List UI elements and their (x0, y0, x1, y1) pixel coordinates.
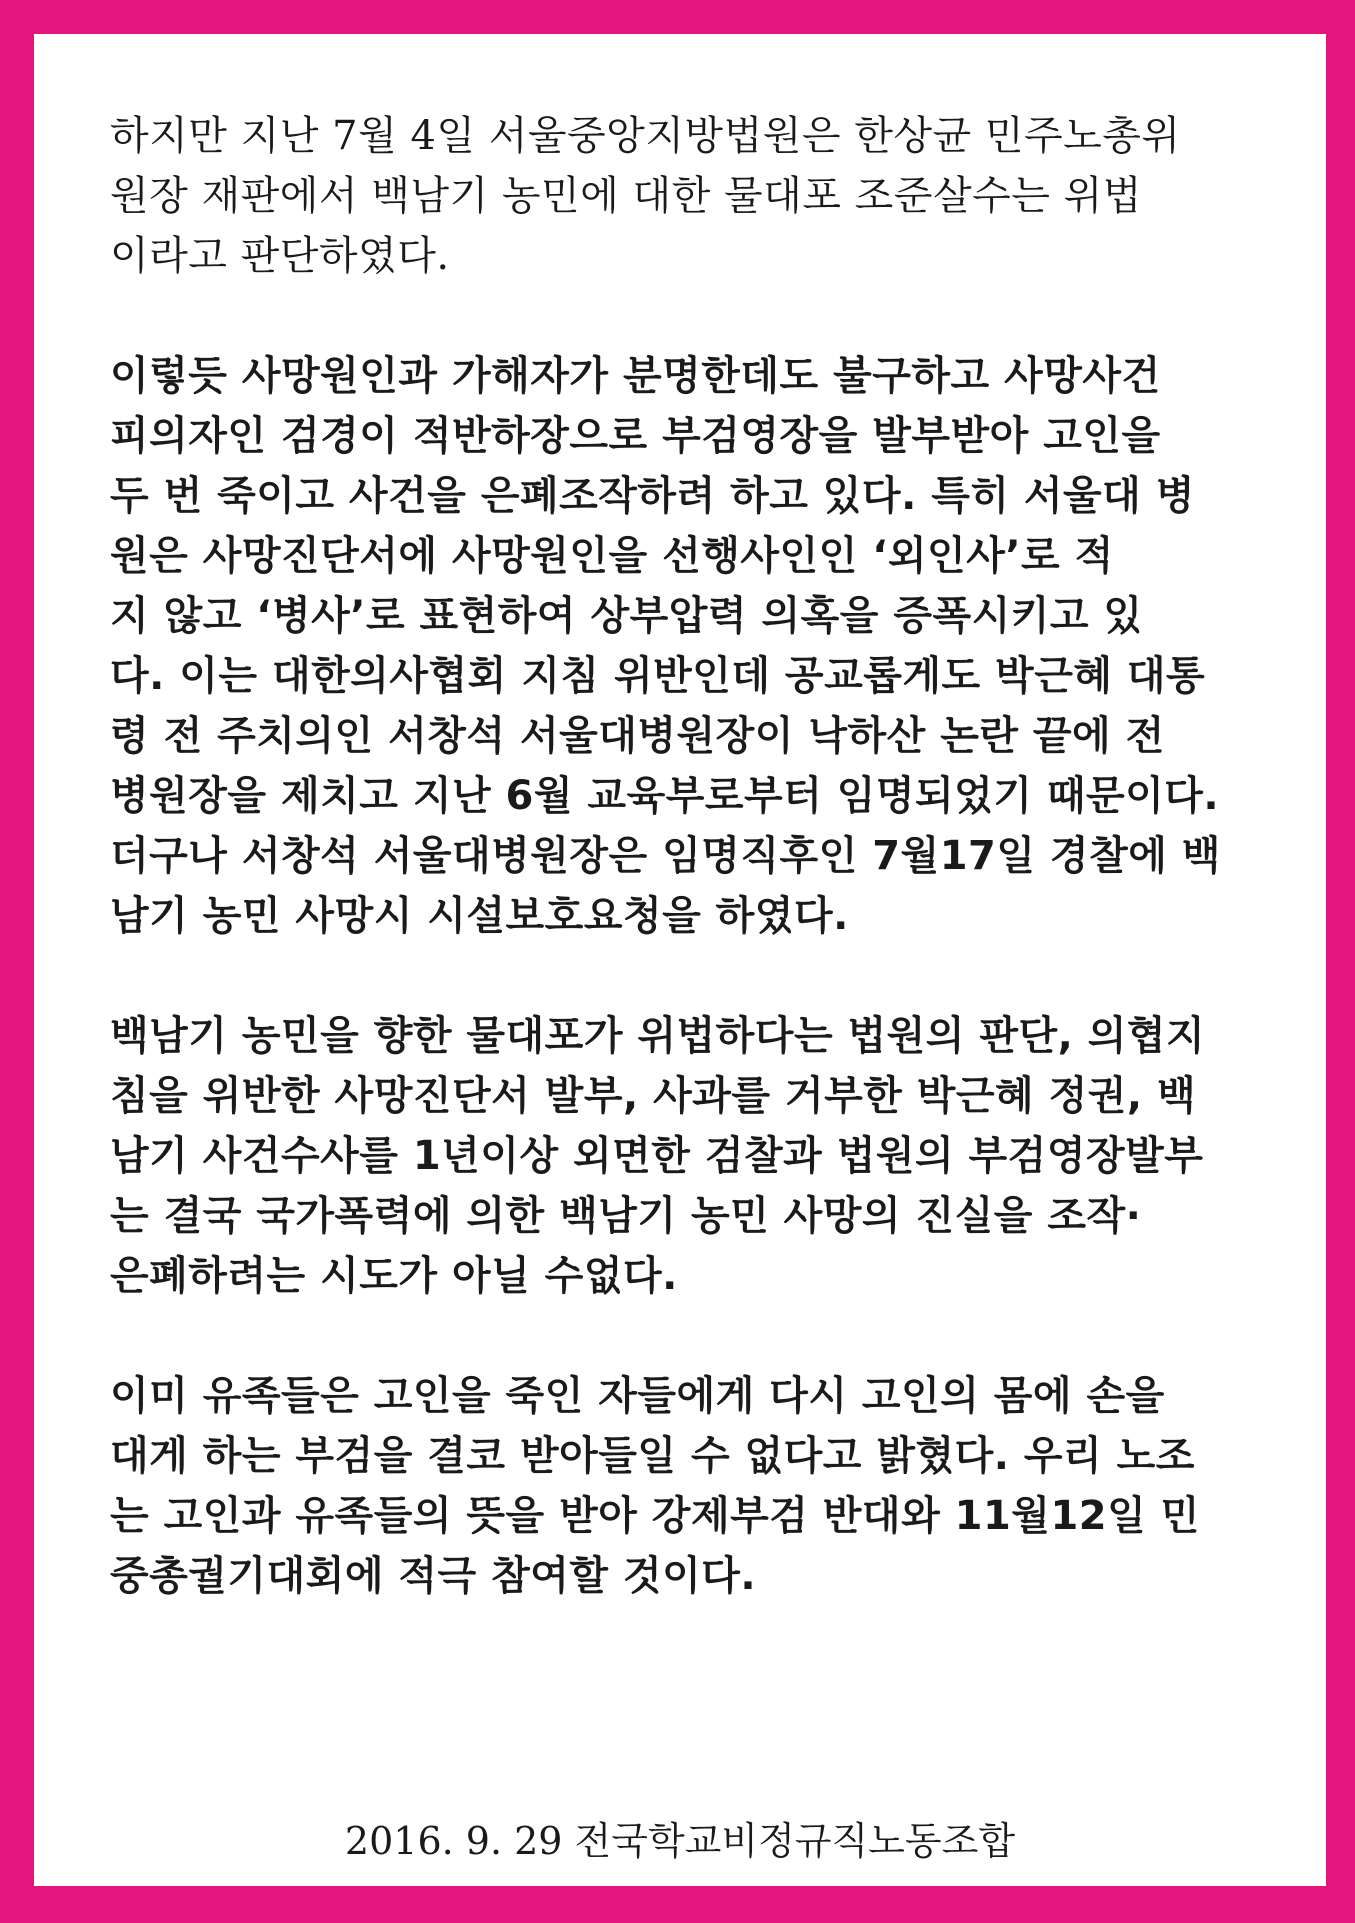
signature-date-union: 2016. 9. 29 전국학교비정규직노동조합 (344, 1819, 1016, 1863)
text-line: 령 전 주치의인 서창석 서울대병원장이 낙하산 논란 끝에 전 (110, 713, 1165, 759)
text-line: 원은 사망진단서에 사망원인을 선행사인인 ‘외인사’로 적 (110, 533, 1114, 579)
text-line: 더구나 서창석 서울대병원장은 임명직후인 7월17일 경찰에 백 (110, 833, 1221, 879)
paragraph-union-stance (110, 1366, 1286, 1606)
text-line: 이미 유족들은 고인을 죽인 자들에게 다시 고인의 몸에 손을 (110, 1373, 1165, 1419)
text-line: 대게 하는 부검을 결코 받아들일 수 없다고 밝혔다. 우리 노조 (110, 1433, 1195, 1479)
text-line: 하지만 지난 7월 4일 서울중앙지방법원은 한상균 민주노총위 (110, 113, 1181, 159)
text-line: 다. 이는 대한의사협회 지침 위반인데 공교롭게도 박근혜 대통 (110, 653, 1206, 699)
text-line: 남기 농민 사망시 시설보호요청을 하였다. (110, 893, 849, 939)
text-line: 병원장을 제치고 지난 6월 교육부로부터 임명되었기 때문이다. (110, 773, 1220, 819)
text-line: 피의자인 검경이 적반하장으로 부검영장을 발부받아 고인을 (110, 413, 1161, 459)
text-line: 이라고 판단하였다. (110, 233, 450, 279)
text-line: 중총궐기대회에 적극 참여할 것이다. (110, 1553, 757, 1599)
text-line: 은폐하려는 시도가 아닐 수없다. (110, 1253, 678, 1299)
text-line: 지 않고 ‘병사’로 표현하여 상부압력 의혹을 증폭시키고 있 (110, 593, 1143, 639)
text-line: 백남기 농민을 향한 물대포가 위법하다는 법원의 판단, 의협지 (110, 1013, 1206, 1059)
document-sheet (34, 34, 1326, 1886)
text-line: 남기 사건수사를 1년이상 외면한 검찰과 법원의 부검영장발부 (110, 1133, 1204, 1179)
text-line: 는 결국 국가폭력에 의한 백남기 농민 사망의 진실을 조작· (110, 1193, 1142, 1239)
text-line: 두 번 죽이고 사건을 은폐조작하려 하고 있다. 특히 서울대 병 (110, 473, 1195, 519)
text-line: 이렇듯 사망원인과 가해자가 분명한데도 불구하고 사망사건 (110, 353, 1161, 399)
paragraph-court-ruling (110, 106, 1286, 286)
text-line: 원장 재판에서 백남기 농민에 대한 물대포 조준살수는 위법 (110, 173, 1142, 219)
document-body (110, 106, 1286, 1606)
paragraph-autopsy-warrant (110, 346, 1286, 946)
text-line: 는 고인과 유족들의 뜻을 받아 강제부검 반대와 11월12일 민 (110, 1493, 1200, 1539)
text-line: 침을 위반한 사망진단서 발부, 사과를 거부한 박근혜 정권, 백 (110, 1073, 1197, 1119)
paragraph-state-violence (110, 1006, 1286, 1306)
